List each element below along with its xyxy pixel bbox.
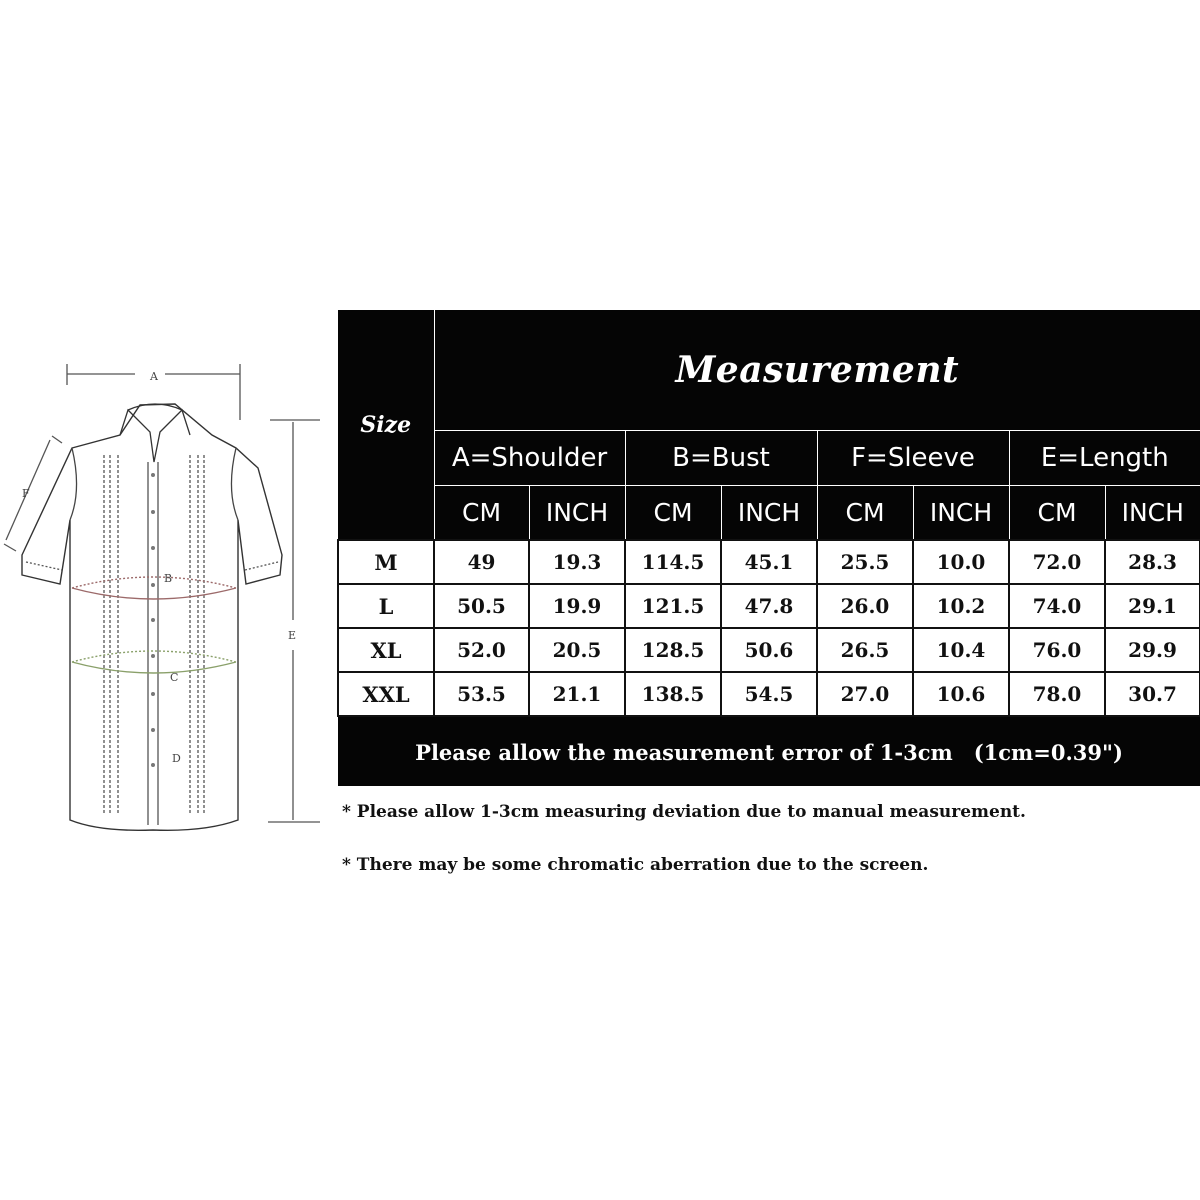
table-cell: 45.1 xyxy=(721,540,817,584)
table-row xyxy=(338,628,1200,672)
table-cell: 29.9 xyxy=(1105,628,1200,672)
table-cell: 28.3 xyxy=(1105,540,1200,584)
table-cell: 138.5 xyxy=(625,672,721,716)
size-cell: XL xyxy=(338,628,434,672)
table-cell: 76.0 xyxy=(1009,628,1105,672)
table-cell: 25.5 xyxy=(817,540,913,584)
size-cell: XXL xyxy=(338,672,434,716)
group-sleeve: F=Sleeve xyxy=(817,430,1009,485)
table-cell: 26.0 xyxy=(817,584,913,628)
footnote-deviation: * Please allow 1-3cm measuring deviation due to manual measurement. xyxy=(342,802,1026,822)
table-cell: 27.0 xyxy=(817,672,913,716)
size-cell: M xyxy=(338,540,434,584)
unit-header: INCH xyxy=(913,485,1009,540)
table-cell: 52.0 xyxy=(434,628,529,672)
measurement-note: Please allow the measurement error of 1-3cm (1cm=0.39") xyxy=(338,716,1200,786)
label-b: B xyxy=(164,572,173,585)
table-cell: 19.9 xyxy=(529,584,625,628)
table-cell: 21.1 xyxy=(529,672,625,716)
table-cell: 128.5 xyxy=(625,628,721,672)
group-length: E=Length xyxy=(1009,430,1200,485)
table-cell: 121.5 xyxy=(625,584,721,628)
table-cell: 49 xyxy=(434,540,529,584)
table-cell: 50.6 xyxy=(721,628,817,672)
table-cell: 20.5 xyxy=(529,628,625,672)
shirt-measurement-diagram xyxy=(0,340,340,860)
table-cell: 50.5 xyxy=(434,584,529,628)
table-cell: 54.5 xyxy=(721,672,817,716)
table-cell: 10.0 xyxy=(913,540,1009,584)
label-d: D xyxy=(172,752,181,765)
table-cell: 78.0 xyxy=(1009,672,1105,716)
table-title: Measurement xyxy=(434,310,1200,430)
table-cell: 10.2 xyxy=(913,584,1009,628)
table-row xyxy=(338,672,1200,716)
label-e: E xyxy=(288,629,297,642)
table-cell: 114.5 xyxy=(625,540,721,584)
label-c: C xyxy=(170,671,179,684)
unit-header: INCH xyxy=(1105,485,1200,540)
table-cell: 29.1 xyxy=(1105,584,1200,628)
unit-header: CM xyxy=(1009,485,1105,540)
table-cell: 30.7 xyxy=(1105,672,1200,716)
table-cell: 72.0 xyxy=(1009,540,1105,584)
size-table xyxy=(337,310,1200,786)
group-bust: B=Bust xyxy=(625,430,817,485)
label-f: F xyxy=(22,487,30,500)
table-cell: 19.3 xyxy=(529,540,625,584)
footnote-chromatic: * There may be some chromatic aberration due to the screen. xyxy=(342,855,929,875)
unit-header: INCH xyxy=(721,485,817,540)
table-row xyxy=(338,540,1200,584)
unit-header: CM xyxy=(625,485,721,540)
unit-header: CM xyxy=(817,485,913,540)
unit-header: INCH xyxy=(529,485,625,540)
label-a: A xyxy=(150,370,158,383)
size-cell: L xyxy=(338,584,434,628)
table-cell: 10.6 xyxy=(913,672,1009,716)
group-shoulder: A=Shoulder xyxy=(434,430,625,485)
table-row xyxy=(338,584,1200,628)
table-cell: 53.5 xyxy=(434,672,529,716)
table-cell: 26.5 xyxy=(817,628,913,672)
unit-header: CM xyxy=(434,485,529,540)
table-cell: 74.0 xyxy=(1009,584,1105,628)
table-cell: 47.8 xyxy=(721,584,817,628)
size-header: Size xyxy=(338,310,434,540)
table-cell: 10.4 xyxy=(913,628,1009,672)
